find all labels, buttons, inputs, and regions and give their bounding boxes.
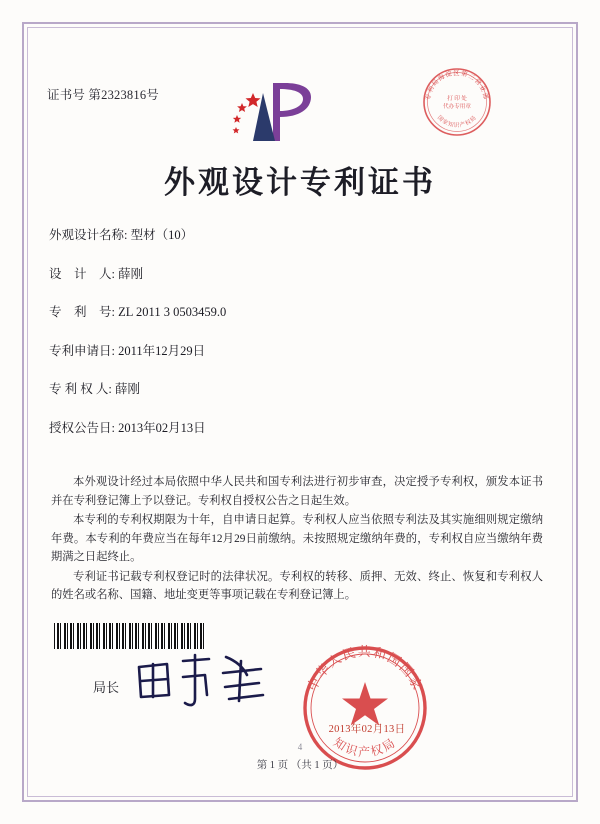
field-designer xyxy=(49,264,549,282)
certificate-serial-number: 证书号 第2323816号 xyxy=(47,88,159,102)
svg-text:代办专用章: 代办专用章 xyxy=(443,104,471,110)
field-list xyxy=(49,225,549,456)
field-value: ZL 2011 3 0503459.0 xyxy=(118,305,227,319)
official-seal xyxy=(299,642,431,774)
field-label: 外观设计名称: xyxy=(49,228,128,242)
agency-stamp xyxy=(420,65,494,139)
page-mark: 4 xyxy=(297,742,303,752)
svg-text:知识产权局: 知识产权局 xyxy=(331,734,399,759)
director-label: 局长 xyxy=(93,680,120,695)
field-value: 2011年12月29日 xyxy=(118,343,206,358)
field-value: 型材（10） xyxy=(130,228,194,242)
barcode xyxy=(54,623,206,649)
svg-text:打 印 处: 打 印 处 xyxy=(447,96,467,102)
director-signature xyxy=(131,647,271,717)
field-label: 专利申请日: xyxy=(49,343,115,358)
seal-date: 2013年02月13日 xyxy=(328,724,406,735)
paragraph-1: 本外观设计经过本局依照中华人民共和国专利法进行初步审查，决定授予专利权，颁发本证书并在专利登记簿上予以登记。专利权自授权公告之日起生效。 xyxy=(51,476,543,507)
svg-text:国家知识产权局: 国家知识产权局 xyxy=(435,114,479,129)
field-patent-number xyxy=(49,302,549,320)
field-value: 薛刚 xyxy=(118,266,144,281)
field-application-date xyxy=(49,341,549,359)
svg-text:中华人民共和国国家: 中华人民共和国国家 xyxy=(304,644,426,694)
cnipa-logo-icon xyxy=(223,75,319,145)
field-design-name xyxy=(49,225,549,243)
paragraph-3: 专利证书记载专利权登记时的法律状况。专利权的转移、质押、无效、终止、恢复和专利权人的姓名或名称、国籍、地址变更等事项记载在专利登记簿上。 xyxy=(51,570,543,601)
paragraph-2: 本专利的专利权期限为十年，自申请日起算。专利权人应当依照专利法及其实施细则规定缴纳年费。本专利的年费应当在每年12月29日前缴纳。未按照规定缴纳年费的，专利权自应当缴纳年费期满之日起终止。 xyxy=(51,514,543,563)
page-footer: 第 1 页 （共 1 页） xyxy=(256,760,344,771)
field-label: 专 利 号: xyxy=(49,305,115,319)
field-patentee xyxy=(49,379,549,397)
field-label: 设 计 人: xyxy=(49,266,115,281)
field-label: 专 利 权 人: xyxy=(49,382,112,396)
field-label: 授权公告日: xyxy=(49,420,115,435)
field-grant-announcement-date xyxy=(49,418,549,436)
certificate-content xyxy=(27,27,573,797)
field-value: 薛刚 xyxy=(114,382,140,396)
field-value: 2013年02月13日 xyxy=(118,420,206,435)
legal-text-block xyxy=(51,473,543,606)
svg-text:专利局海淀区第三营业部: 专利局海淀区第三营业部 xyxy=(424,70,490,101)
document-title: 外观设计专利证书 xyxy=(164,165,436,200)
